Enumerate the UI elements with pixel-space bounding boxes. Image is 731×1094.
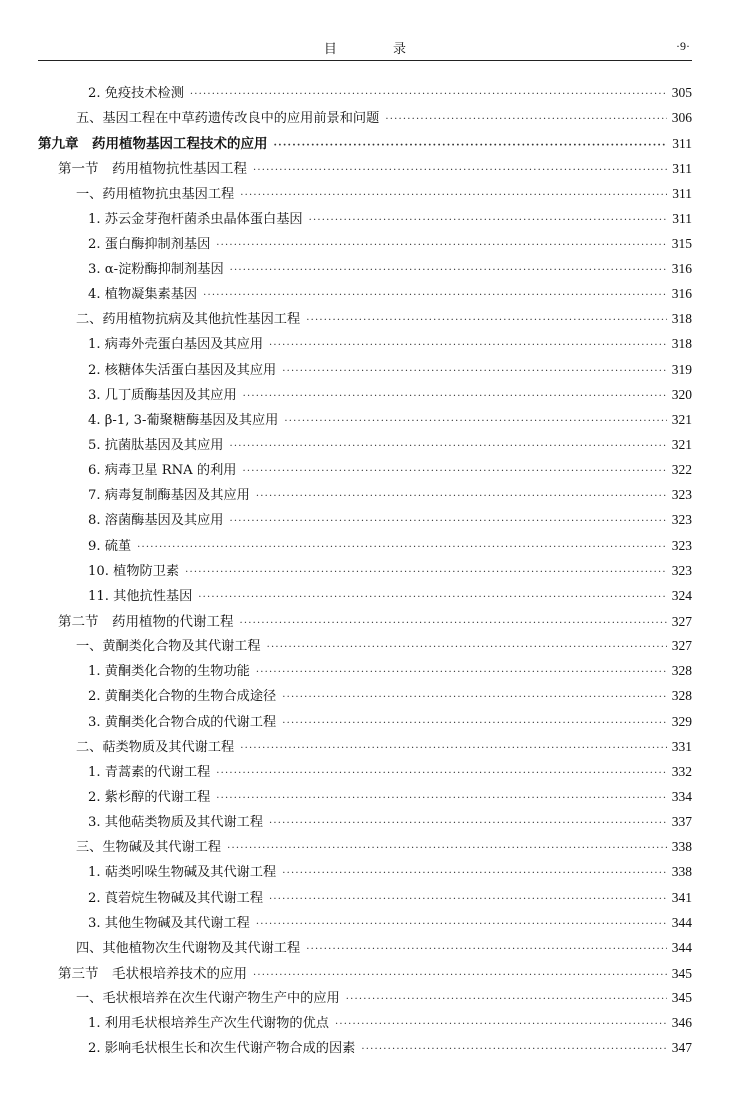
toc-entry-title: 第一节 药用植物抗性基因工程 [58, 161, 247, 178]
toc-entry-page: 324 [671, 587, 692, 603]
dot-leader [346, 994, 667, 1005]
toc-entry-title: 11. 其他抗性基因 [88, 588, 193, 604]
dot-leader [242, 466, 666, 477]
toc-entry-page: 319 [671, 361, 692, 377]
dot-leader [269, 340, 667, 351]
toc-entry-subsection [38, 107, 692, 132]
dot-leader [267, 642, 667, 653]
dot-leader [240, 743, 667, 754]
toc-entry-page: 328 [671, 688, 692, 704]
toc-entry-title: 一、毛状根培养在次生代谢产物生产中的应用 [76, 991, 340, 1007]
dot-leader [240, 618, 667, 629]
document-page [38, 34, 692, 1062]
toc-entry-page: 321 [671, 436, 692, 452]
toc-entry-item [38, 861, 692, 886]
toc-entry-title: 二、药用植物抗病及其他抗性基因工程 [76, 312, 301, 328]
toc-entry-item [38, 685, 692, 710]
toc-entry-title: 三、生物碱及其代谢工程 [76, 840, 222, 856]
toc-entry-page: 322 [671, 462, 692, 478]
dot-leader [256, 667, 667, 678]
toc-entry-title: 1. 利用毛状根培养生产次生代谢物的优点 [88, 1016, 329, 1032]
toc-entry-title: 10. 植物防卫素 [88, 563, 180, 579]
toc-entry-title: 4. 植物凝集素基因 [88, 287, 198, 303]
toc-entry-title: 2. 影响毛状根生长和次生代谢产物合成的因素 [88, 1041, 356, 1057]
toc-entry-title: 1. 病毒外壳蛋白基因及其应用 [88, 337, 264, 353]
toc-entry-subsection [38, 308, 692, 333]
dot-leader [269, 894, 667, 905]
dot-leader [216, 793, 666, 804]
toc-entry-title: 1. 苏云金芽孢杆菌杀虫晶体蛋白基因 [88, 211, 303, 227]
toc-entry-item [38, 1037, 692, 1062]
dot-leader [240, 190, 667, 201]
toc-entry-subsection [38, 937, 692, 962]
toc-entry-page: 321 [671, 411, 692, 427]
toc-entry-item [38, 434, 692, 459]
toc-entry-item [38, 509, 692, 534]
toc-entry-page: 316 [671, 260, 692, 276]
table-of-contents [38, 82, 692, 1062]
toc-entry-page: 344 [671, 914, 692, 930]
toc-entry-page: 316 [671, 286, 692, 302]
toc-entry-title: 第九章 药用植物基因工程技术的应用 [38, 136, 268, 153]
toc-entry-page: 323 [671, 537, 692, 553]
toc-entry-page: 331 [671, 738, 692, 754]
toc-entry-item [38, 258, 692, 283]
toc-entry-item [38, 333, 692, 358]
toc-entry-page: 328 [671, 663, 692, 679]
toc-entry-page: 332 [671, 763, 692, 779]
dot-leader [227, 843, 667, 854]
dot-leader [306, 315, 667, 326]
dot-leader [269, 818, 667, 829]
toc-entry-title: 3. 黄酮类化合物合成的代谢工程 [88, 714, 277, 730]
toc-entry-title: 7. 病毒复制酶基因及其应用 [88, 488, 250, 504]
dot-leader [282, 718, 667, 729]
toc-entry-page: 346 [671, 1015, 692, 1031]
toc-entry-title: 5. 抗菌肽基因及其应用 [88, 437, 224, 453]
toc-entry-title: 6. 病毒卫星 RNA 的利用 [88, 463, 237, 479]
toc-entry-page: 323 [671, 562, 692, 578]
dot-leader [198, 592, 666, 603]
dot-leader [230, 265, 667, 276]
dot-leader [253, 970, 667, 981]
toc-entry-title: 二、萜类物质及其代谢工程 [76, 739, 235, 755]
dot-leader [229, 516, 666, 527]
toc-entry-page: 347 [671, 1040, 692, 1056]
toc-entry-page: 338 [671, 864, 692, 880]
toc-entry-page: 305 [671, 85, 692, 100]
toc-entry-page: 345 [671, 990, 692, 1006]
toc-entry-title: 一、黄酮类化合物及其代谢工程 [76, 639, 261, 655]
toc-entry-subsection [38, 183, 692, 208]
toc-entry-page: 327 [671, 638, 692, 654]
dot-leader [284, 416, 666, 427]
toc-entry-subsection [38, 736, 692, 761]
toc-entry-page: 323 [671, 512, 692, 528]
toc-entry-page: 323 [671, 487, 692, 503]
toc-entry-item [38, 1012, 692, 1037]
toc-entry-title: 2. 免疫技术检测 [88, 86, 184, 101]
dot-leader [229, 441, 666, 452]
toc-entry-page: 315 [671, 235, 692, 251]
toc-entry-title: 2. 紫杉醇的代谢工程 [88, 789, 211, 805]
toc-entry-title: 3. 其他萜类物质及其代谢工程 [88, 815, 264, 831]
dot-leader [243, 391, 667, 402]
toc-entry-title: 2. 核糖体失活蛋白基因及其应用 [88, 362, 277, 378]
toc-entry-title: 四、其他植物次生代谢物及其代谢工程 [76, 940, 301, 956]
toc-entry-title: 8. 溶菌酶基因及其应用 [88, 513, 224, 529]
dot-leader [253, 165, 667, 176]
toc-entry-title: 1. 青蒿素的代谢工程 [88, 764, 211, 780]
toc-entry-page: 327 [671, 613, 692, 629]
toc-entry-subsection [38, 836, 692, 861]
toc-entry-item [38, 786, 692, 811]
toc-entry-item [38, 761, 692, 786]
toc-entry-item [38, 484, 692, 509]
toc-entry-item [38, 459, 692, 484]
toc-entry-item [38, 711, 692, 736]
toc-entry-title: 9. 硫堇 [88, 538, 132, 554]
dot-leader [256, 919, 667, 930]
dot-leader [282, 366, 667, 377]
toc-entry-page: 318 [671, 336, 692, 352]
toc-entry-chapter [38, 132, 692, 157]
toc-entry-item [38, 811, 692, 836]
toc-entry-page: 338 [671, 839, 692, 855]
toc-entry-title: 3. 其他生物碱及其代谢工程 [88, 915, 250, 931]
dot-leader [216, 768, 666, 779]
toc-entry-page: 334 [671, 788, 692, 804]
toc-entry-item [38, 82, 692, 107]
dot-leader [335, 1019, 667, 1030]
toc-entry-page: 311 [672, 210, 692, 226]
toc-entry-page: 329 [671, 713, 692, 729]
toc-entry-page: 345 [671, 965, 692, 981]
toc-entry-item [38, 409, 692, 434]
toc-entry-page: 311 [672, 136, 692, 152]
dot-leader [385, 114, 666, 125]
page-header [38, 34, 692, 61]
dot-leader [203, 290, 667, 301]
toc-entry-page: 306 [671, 110, 692, 126]
toc-entry-item [38, 283, 692, 308]
dot-leader [282, 868, 667, 879]
toc-entry-title: 2. 蛋白酶抑制剂基因 [88, 236, 211, 252]
dot-leader [306, 944, 667, 955]
dot-leader [137, 542, 667, 553]
toc-entry-title: 第三节 毛状根培养技术的应用 [58, 965, 247, 982]
dot-leader [185, 567, 667, 578]
toc-entry-page: 318 [671, 311, 692, 327]
toc-entry-title: 一、药用植物抗虫基因工程 [76, 186, 235, 202]
toc-entry-page: 311 [672, 161, 692, 177]
toc-entry-page: 337 [671, 814, 692, 830]
toc-entry-item [38, 384, 692, 409]
toc-entry-subsection [38, 987, 692, 1012]
toc-entry-title: 2. 莨菪烷生物碱及其代谢工程 [88, 890, 264, 906]
toc-entry-page: 341 [671, 889, 692, 905]
toc-entry-page: 344 [671, 939, 692, 955]
toc-entry-item [38, 912, 692, 937]
toc-entry-item [38, 208, 692, 233]
toc-entry-item [38, 359, 692, 384]
toc-entry-title: 五、基因工程在中草药遗传改良中的应用前景和问题 [76, 111, 380, 127]
toc-entry-item [38, 887, 692, 912]
header-page-number: ·9· [676, 39, 690, 53]
toc-entry-section [38, 962, 692, 987]
toc-entry-item [38, 585, 692, 610]
toc-entry-title: 3. α-淀粉酶抑制剂基因 [88, 261, 224, 277]
toc-entry-item [38, 560, 692, 585]
dot-leader [274, 140, 668, 151]
dot-leader [361, 1044, 666, 1055]
dot-leader [309, 215, 668, 226]
toc-entry-item [38, 233, 692, 258]
dot-leader [216, 240, 666, 251]
toc-entry-item [38, 535, 692, 560]
dot-leader [190, 89, 667, 100]
toc-entry-title: 4. β-1, 3-葡聚糖酶基因及其应用 [88, 412, 279, 428]
toc-entry-page: 311 [672, 185, 692, 201]
toc-entry-title: 2. 黄酮类化合物的生物合成途径 [88, 689, 277, 705]
toc-entry-item [38, 660, 692, 685]
dot-leader [282, 692, 667, 703]
toc-entry-section [38, 610, 692, 635]
toc-entry-page: 320 [671, 386, 692, 402]
dot-leader [256, 491, 667, 502]
toc-entry-section [38, 157, 692, 182]
toc-entry-subsection [38, 635, 692, 660]
toc-entry-title: 第二节 药用植物的代谢工程 [58, 613, 234, 630]
toc-entry-title: 3. 几丁质酶基因及其应用 [88, 387, 237, 403]
toc-entry-title: 1. 萜类吲哚生物碱及其代谢工程 [88, 865, 277, 881]
header-title: 目 录 [323, 42, 433, 57]
toc-entry-title: 1. 黄酮类化合物的生物功能 [88, 664, 250, 680]
